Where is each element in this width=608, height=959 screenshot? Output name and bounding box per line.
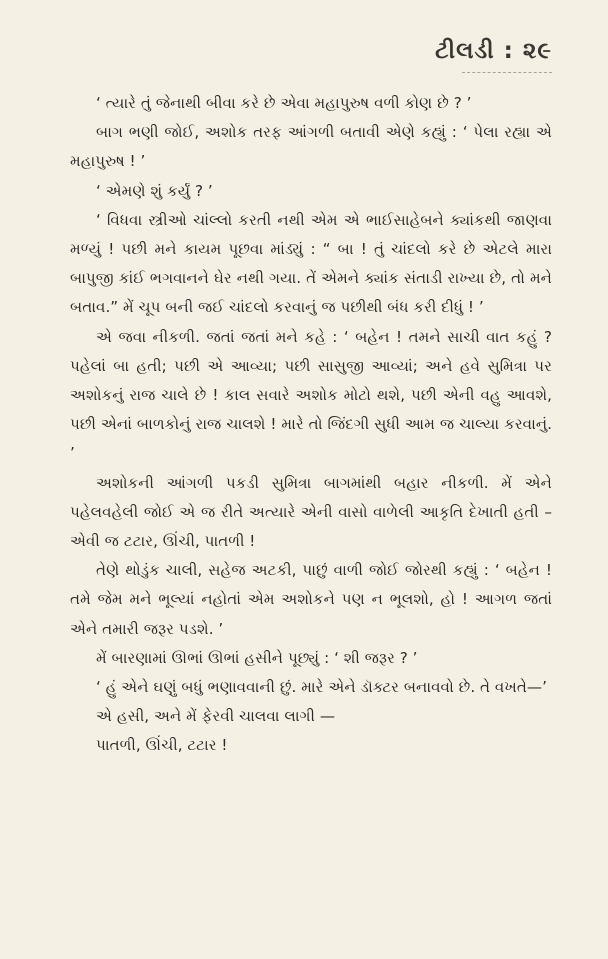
paragraph: અશોકની આંગળી પકડી સુમિત્રા બાગમાંથી બહાર નીકળી. મેં એને પહેલવહેલી જોઈ એ જ રીતે અત્યારે એની વાસો વાળેલી આકૃતિ દેખાતી હતી – એવી જ ટટાર, ઊંચી, પાતળી !: [70, 473, 552, 551]
paragraph: તેણે થોડુંક ચાલી, સહેજ અટકી, પાછું વાળી જોઈ જોરથી કહ્યું : ‘ બહેન ! તમે જેમ મને ભૂલ્યાં નહોતાં એમ અશોકને પણ ન ભૂલશો, હો ! આગળ જતાં એને તમારી જરૂર પડશે. ’: [70, 561, 552, 638]
paragraph: પાતળી, ઊંચી, ટટાર !: [96, 736, 228, 755]
running-head-ornament: [462, 66, 552, 73]
running-head: ટીલડી : ૨૯: [435, 38, 552, 64]
paragraph: ‘ ત્યારે તું જેનાથી બીવા કરે છે એવા મહાપુરુષ વળી કોણ છે ? ’: [96, 94, 472, 112]
paragraph: ‘ હું એને ઘણું બધું ભણાવવાની છું. મારે એને ડૉક્ટર બનાવવો છે. તે વખતે—’: [96, 678, 547, 697]
page-body: [70, 89, 552, 761]
paragraph: બાગ ભણી જોઈ, અશોક તરફ આંગળી બતાવી એણે કહ્યું : ‘ પેલા રહ્યા એ મહાપુરુષ ! ’: [70, 123, 552, 171]
paragraph: ‘ એમણે શું કર્યું ? ’: [96, 181, 213, 200]
paragraph: એ હસી, અને મેં ફેરવી ચાલવા લાગી —: [96, 707, 336, 726]
paragraph: એ જવા નીકળી. જતાં જતાં મને કહે : ‘ બહેન ! તમને સાચી વાત કહું ? પહેલાં બા હતી; પછી એ આવ્યા; પછી સાસુજી આવ્યાં; અને હવે સુમિત્રા પર અશોકનું રાજ ચાલે છે ! કાલ સવારે અશોક મોટો થશે, પછી એની વહુ આવશે, પછી એનાં બાળકોનું રાજ ચાલશે ! મારે તો જિંદગી સુધી આમ જ ચાલ્યા કરવાનું. ’: [70, 327, 552, 463]
paragraph: મેં બારણામાં ઊભાં ઊભાં હસીને પૂછ્યું : ‘ શી જરૂર ? ’: [96, 648, 418, 667]
paragraph: ‘ વિધવા સ્ત્રીઓ ચાંલ્લો કરતી નથી એમ એ ભાઈસાહેબને ક્યાંકથી જાણવા મળ્યું ! પછી મને કાયમ પૂછવા માંડ્યું : “ બા ! તું ચાંદલો કરે છે એટલે મારા બાપુજી કાંઈ ભગવાનને ઘેર નથી ગયા. તેં એમને ક્યાંક સંતાડી રાખ્યા છે, તો મને બતાવ.” મેં ચૂપ બની જઈ ચાંદલો કરવાનું જ પછીથી બંધ કરી દીધું ! ’: [70, 210, 552, 317]
